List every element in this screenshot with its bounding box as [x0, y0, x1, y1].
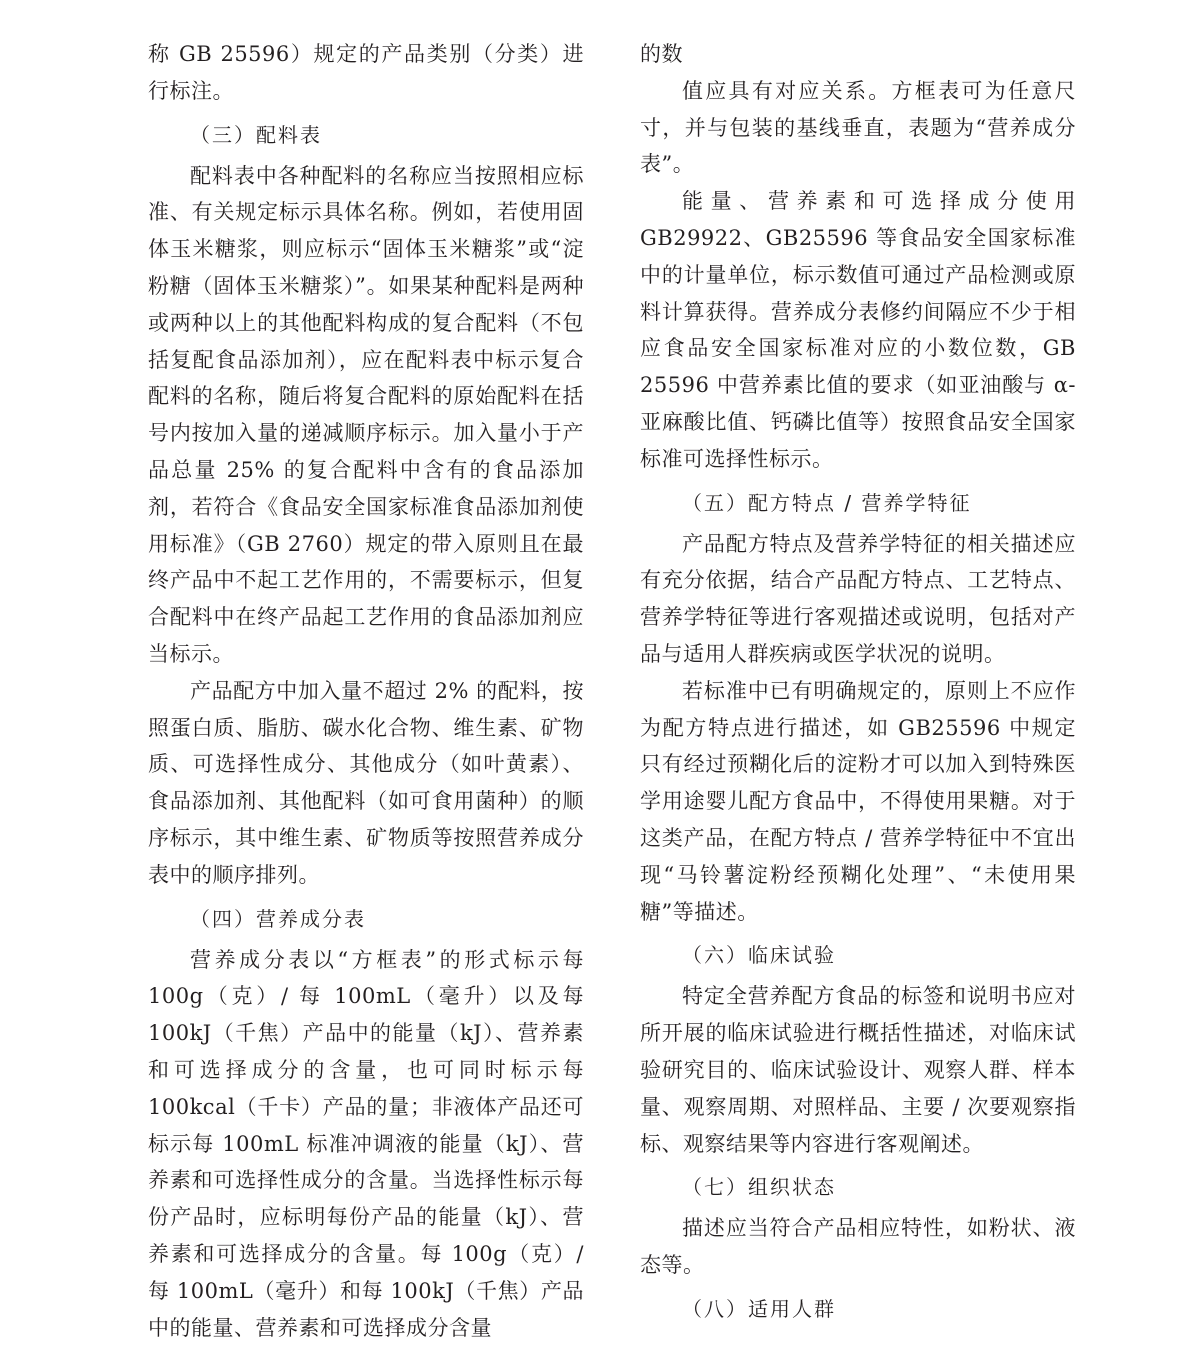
section-heading-texture: （七）组织状态	[682, 1175, 836, 1200]
paragraph: 产品配方中加入量不超过 2% 的配料，按照蛋白质、脂肪、碳水化合物、维生素、矿物质、可选择性成分、其他成分（如叶黄素）、食品添加剂、其他配料（如可食用菌种）的顺序标示，其中维生素、矿物质等按照营养成分表中的顺序排列。	[148, 678, 584, 887]
paragraph: 配料表中各种配料的名称应当按照相应标准、有关规定标示具体名称。例如，若使用固体玉米糖浆，则应标示“固体玉米糖浆”或“淀粉糖（固体玉米糖浆）”。如果某种配料是两种或两种以上的其他配料构成的复合配料（不包括复配食品添加剂），应在配料表中标示复合配料的名称，随后将复合配料的原始配料在括号内按加入量的递减顺序标示。加入量小于产品总量 25% 的复合配料中含有的食品添加剂，若符合《食品安全国家标准食品添加剂使用标准》（GB 2760）规定的带入原则且在最终产品中不起工艺作用的，不需要标示，但复合配料中在终产品起工艺作用的食品添加剂应当标示。	[148, 163, 584, 666]
left-column	[148, 36, 584, 1346]
paragraph: 的数	[640, 42, 683, 66]
paragraph: 产品配方特点及营养学特征的相关描述应有充分依据，结合产品配方特点、工艺特点、营养学特征等进行客观描述或说明，包括对产品与适用人群疾病或医学状况的说明。	[640, 531, 1076, 666]
section-heading-nutrition-table: （四）营养成分表	[190, 906, 366, 931]
section-heading-ingredients: （三）配料表	[190, 122, 322, 147]
paragraph: 能量、营养素和可选择成分使用 GB29922、GB25596 等食品安全国家标准中的计量单位，标示数值可通过产品检测或原料计算获得。营养成分表修约间隔应不少于相应食品安全国家标准对应的小数位数，GB 25596 中营养素比值的要求（如亚油酸与 α- 亚麻酸比值、钙磷比值等）按照食品安全国家标准可选择性标示。	[640, 189, 1076, 471]
paragraph: 若标准中已有明确规定的，原则上不应作为配方特点进行描述，如 GB25596 中规定只有经过预糊化后的淀粉才可以加入到特殊医学用途婴儿配方食品中，不得使用果糖。对于这类产品，在配方特点 / 营养学特征中不宜出现“马铃薯淀粉经预糊化处理”、“未使用果糖”等描述。	[640, 678, 1076, 924]
section-heading-target-population: （八）适用人群	[682, 1296, 836, 1321]
section-heading-clinical-trial: （六）临床试验	[682, 943, 836, 968]
paragraph: 描述应当符合产品相应特性，如粉状、液态等。	[640, 1216, 1076, 1278]
paragraph: 特定全营养配方食品的标签和说明书应对所开展的临床试验进行概括性描述，对临床试验研究目的、临床试验设计、观察人群、样本量、观察周期、对照样品、主要 / 次要观察指标、观察结果等内容进行客观阐述。	[640, 984, 1076, 1156]
right-column	[640, 36, 1076, 1332]
section-heading-formula-features: （五）配方特点 / 营养学特征	[682, 490, 972, 515]
paragraph: 值应具有对应关系。方框表可为任意尺寸，并与包装的基线垂直，表题为“营养成分表”。	[640, 78, 1076, 177]
paragraph: 营养成分表以“方框表”的形式标示每 100g（克）/ 每 100mL（毫升）以及每 100kJ（千焦）产品中的能量（kJ）、营养素和可选择成分的含量，也可同时标示每 100kcal（千卡）产品的量；非液体产品还可标示每 100mL 标准冲调液的能量（kJ）、营养素和可选择性成分的含量。当选择性标示每份产品时，应标明每份产品的能量（kJ）、营养素和可选择成分的含量。每 100g（克）/ 每 100mL（毫升）和每 100kJ（千焦）产品中的能量、营养素和可选择成分含量	[148, 947, 584, 1340]
paragraph: 称 GB 25596）规定的产品类别（分类）进行标注。	[148, 42, 584, 103]
